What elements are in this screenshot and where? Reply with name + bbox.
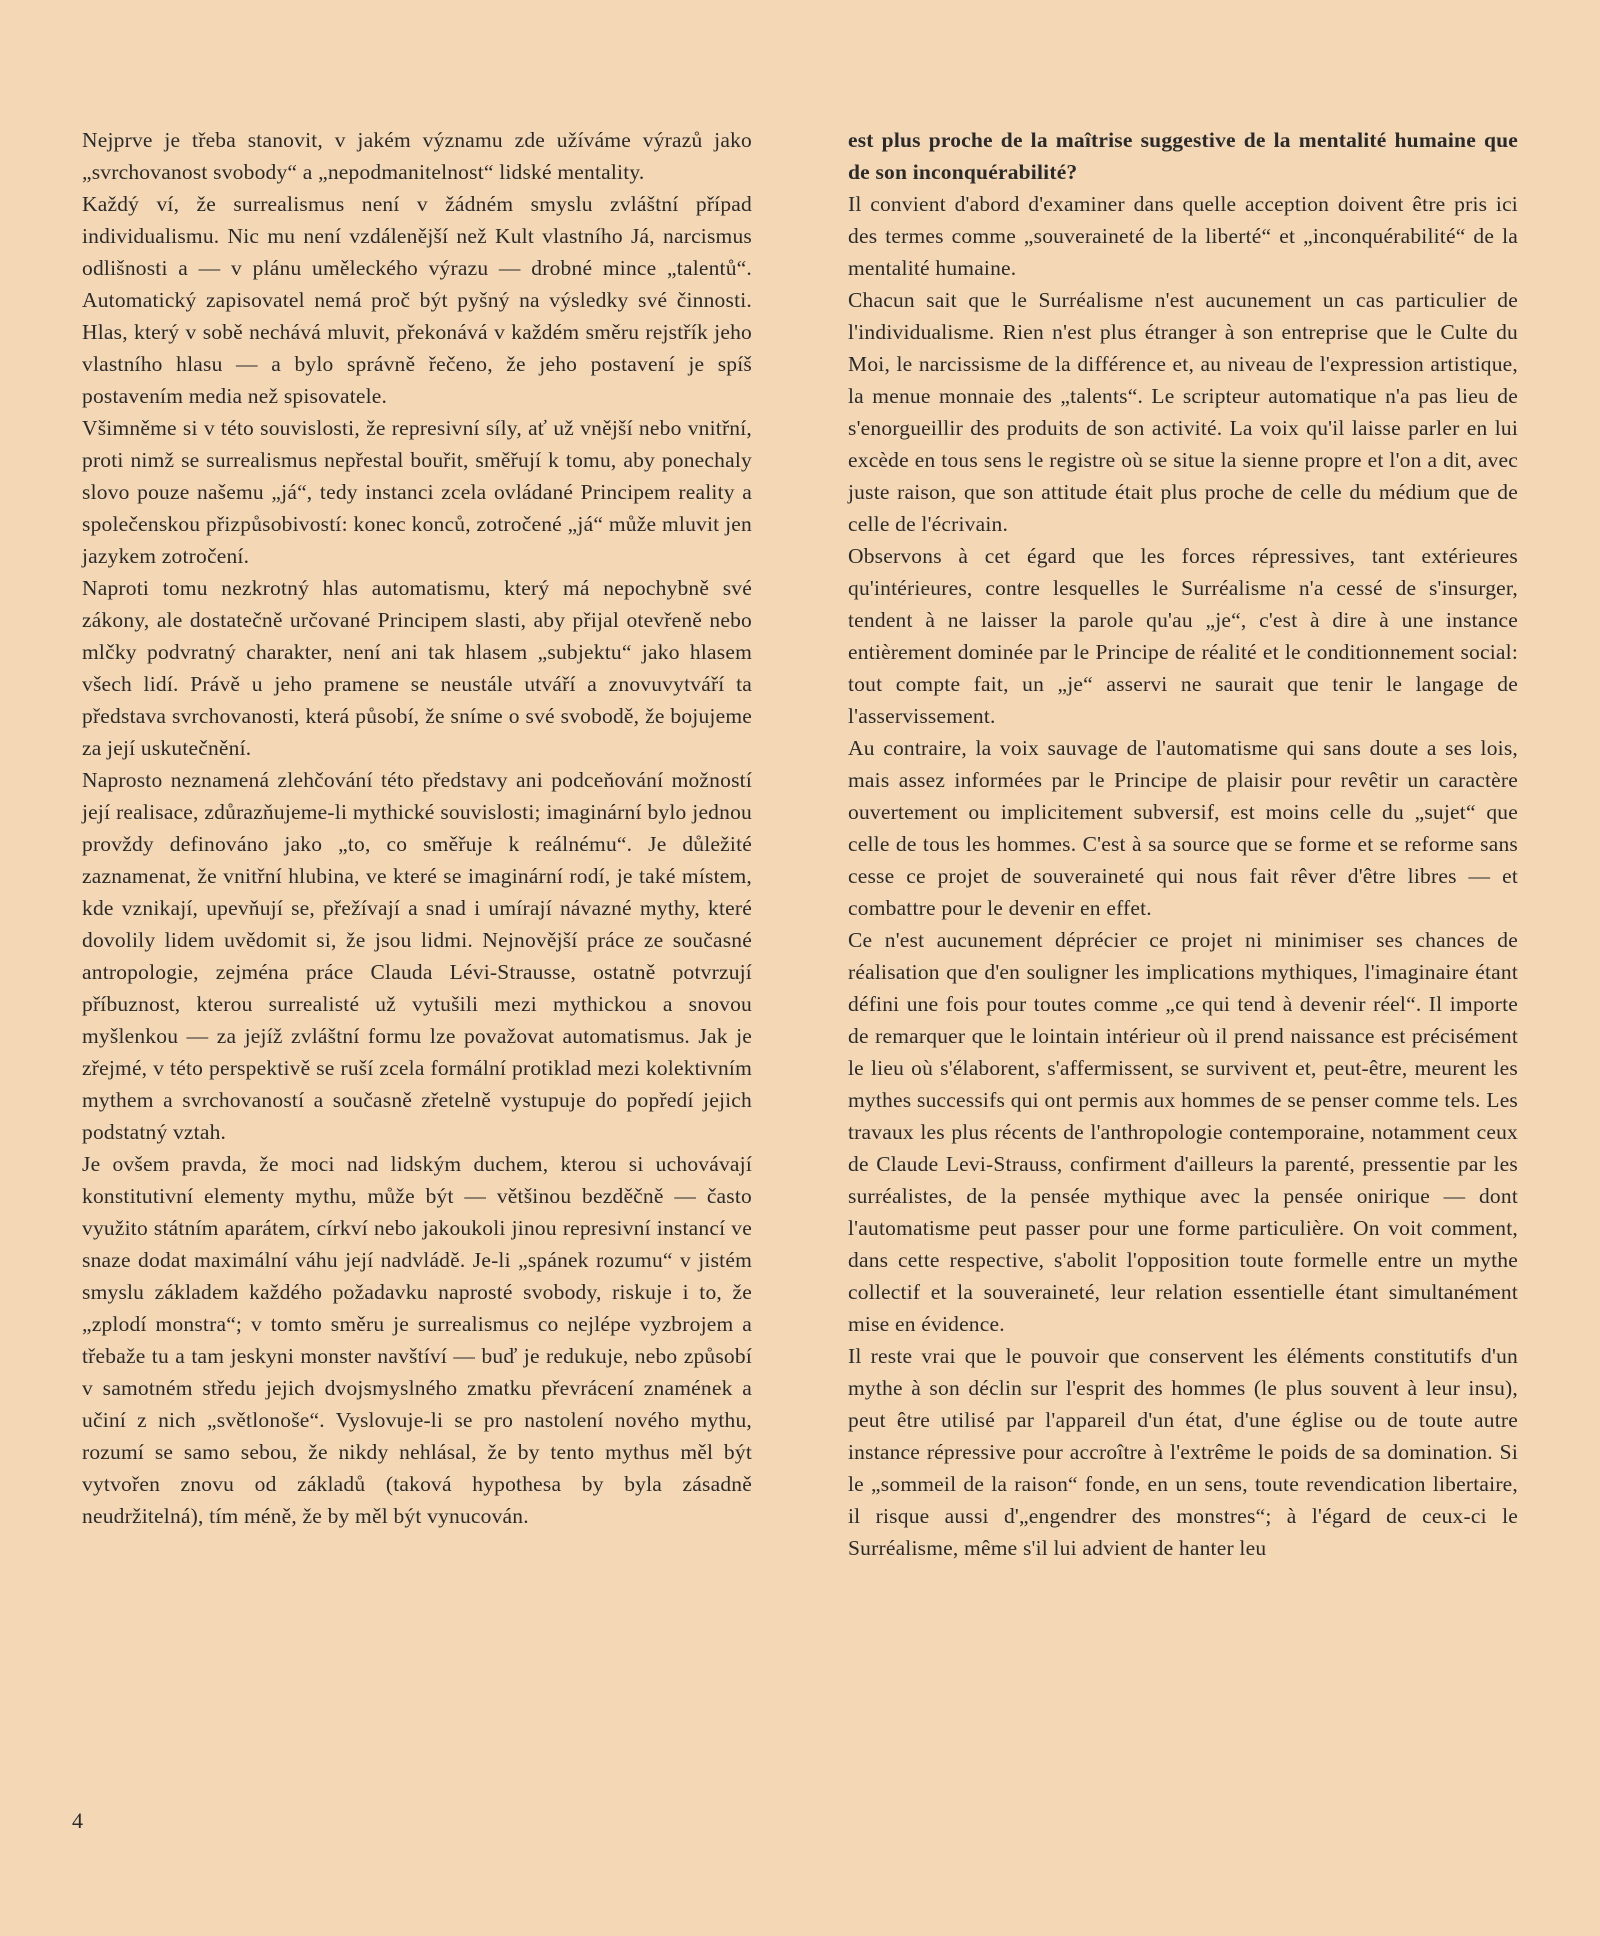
french-text-column [848,124,1518,1564]
paragraph: Il reste vrai que le pouvoir que conservent les éléments constitutifs d'un mythe à son déclin sur l'esprit des hommes (le plus souvent à leur insu), peut être utilisé par l'appareil d'un état, d'une église ou de toute autre instance répressive pour accroître à l'extrême le poids de sa domination. Si le „sommeil de la raison“ fonde, en un sens, toute revendication libertaire, il risque aussi d'„engendrer des monstres“; à l'égard de ceux-ci le Surréalisme, même s'il lui advient de hanter leu [848,1344,1518,1560]
paragraph: Každý ví, že surrealismus není v žádném smyslu zvláštní případ individualismu. Nic mu není vzdálenější než Kult vlastního Já, narcismus odlišnosti a — v plánu uměleckého výrazu — drobné mince „talentů“. Automatický zapisovatel nemá proč být pyšný na výsledky své činnosti. Hlas, který v sobě nechává mluvit, překonává v každém směru rejstřík jeho vlastního hlasu — a bylo správně řečeno, že jeho postavení je spíš postavením media než spisovatele. [82,192,752,408]
question-paragraph: est plus proche de la maîtrise suggestive de la mentalité humaine que de son inconquérabilité? [848,128,1518,184]
paragraph: Všimněme si v této souvislosti, že represivní síly, ať už vnější nebo vnitřní, proti nimž se surrealismus nepřestal bouřit, směřují k tomu, aby ponechaly slovo pouze našemu „já“, tedy instanci zcela ovládané Principem reality a společenskou přizpůsobivostí: konec konců, zotročené „já“ může mluvit jen jazykem zotročení. [82,416,752,568]
paragraph: Naproti tomu nezkrotný hlas automatismu, který má nepochybně své zákony, ale dostatečně určované Principem slasti, aby přijal otevřeně nebo mlčky podvratný charakter, není ani tak hlasem „subjektu“ jako hlasem všech lidí. Právě u jeho pramene se neustále utváří a znovuvytváří ta představa svrchovanosti, která působí, že sníme o své svobodě, že bojujeme za její uskutečnění. [82,576,752,760]
czech-text-column [82,124,752,1532]
paragraph: Ce n'est aucunement déprécier ce projet ni minimiser ses chances de réalisation que d'en souligner les implications mythiques, l'imaginaire étant défini une fois pour toutes comme „ce qui tend à devenir réel“. Il importe de remarquer que le lointain intérieur où il prend naissance est précisément le lieu où s'élaborent, s'affermissent, se survivent et, peut-être, meurent les mythes successifs qui ont permis aux hommes de se penser comme tels. Les travaux les plus récents de l'anthropologie contemporaine, notamment ceux de Claude Levi-Strauss, confirment d'ailleurs la parenté, pressentie par les surréalistes, de la pensée mythique avec la pensée onirique — dont l'automatisme peut passer pour une forme particulière. On voit comment, dans cette respective, s'abolit l'opposition toute formelle entre un mythe collectif et la souveraineté, leur relation essentielle étant simultanément mise en évidence. [848,928,1518,1336]
paragraph: Je ovšem pravda, že moci nad lidským duchem, kterou si uchovávají konstitutivní elementy mythu, může být — většinou bezděčně — často využito státním aparátem, církví nebo jakoukoli jinou represivní instancí ve snaze dodat maximální váhu její nadvládě. Je-li „spánek rozumu“ v jistém smyslu základem každého požadavku naprosté svobody, riskuje i to, že „zplodí monstra“; v tomto směru je surrealismus co nejlépe vyzbrojem a třebaže tu a tam jeskyni monster navštíví — buď je redukuje, nebo způsobí v samotném středu jejich dvojsmyslného zmatku převrácení znamének a učiní z nich „světlonoše“. Vyslovuje-li se pro nastolení nového mythu, rozumí se samo sebou, že nikdy nehlásal, že by tento mythus měl být vytvořen znovu od základů (taková hypothesa by byla zásadně neudržitelná), tím méně, že by měl být vynucován. [82,1152,752,1528]
paragraph: Il convient d'abord d'examiner dans quelle acception doivent être pris ici des termes comme „souveraineté de la liberté“ et „inconquérabilité“ de la mentalité humaine. [848,192,1518,280]
page-number: 4 [72,1808,83,1833]
paragraph: Au contraire, la voix sauvage de l'automatisme qui sans doute a ses lois, mais assez informées par le Principe de plaisir pour revêtir un caractère ouvertement ou implicitement subversif, est moins celle du „sujet“ que celle de tous les hommes. C'est à sa source que se forme et se reforme sans cesse ce projet de souveraineté qui nous fait rêver d'être libres — et combattre pour le devenir en effet. [848,736,1518,920]
paragraph: Naprosto neznamená zlehčování této představy ani podceňování možností její realisace, zdůrazňujeme-li mythické souvislosti; imaginární bylo jednou provždy definováno jako „to, co směřuje k reálnému“. Je důležité zaznamenat, že vnitřní hlubina, ve které se imaginární rodí, je také místem, kde vznikají, upevňují se, přežívají a snad i umírají návazné mythy, které dovolily lidem uvědomit si, že jsou lidmi. Nejnovější práce ze současné antropologie, zejména práce Clauda Lévi-Strausse, ostatně potvrzují příbuznost, kterou surrealisté už vytušili mezi mythickou a snovou myšlenkou — za jejíž zvláštní formu lze považovat automatismus. Jak je zřejmé, v této perspektivě se ruší zcela formální protiklad mezi kolektivním mythem a svrchovaností a současně zřetelně vystupuje do popředí jejich podstatný vztah. [82,768,752,1144]
paragraph: Observons à cet égard que les forces répressives, tant extérieures qu'intérieures, contre lesquelles le Surréalisme n'a cessé de s'insurger, tendent à ne laisser la parole qu'au „je“, c'est à dire à une instance entièrement dominée par le Principe de réalité et le conditionnement social: tout compte fait, un „je“ asservi ne saurait que tenir le langage de l'asservissement. [848,544,1518,728]
paragraph: Nejprve je třeba stanovit, v jakém významu zde užíváme výrazů jako „svrchovanost svobody“ a „nepodmanitelnost“ lidské mentality. [82,128,752,184]
paragraph: Chacun sait que le Surréalisme n'est aucunement un cas particulier de l'individualisme. Rien n'est plus étranger à son entreprise que le Culte du Moi, le narcissisme de la différence et, au niveau de l'expression artistique, la menue monnaie des „talents“. Le scripteur automatique n'a pas lieu de s'enorgueillir des produits de son activité. La voix qu'il laisse parler en lui excède en tous sens le registre où se situe la sienne propre et l'on a dit, avec juste raison, que son attitude était plus proche de celle du médium que de celle de l'écrivain. [848,288,1518,536]
